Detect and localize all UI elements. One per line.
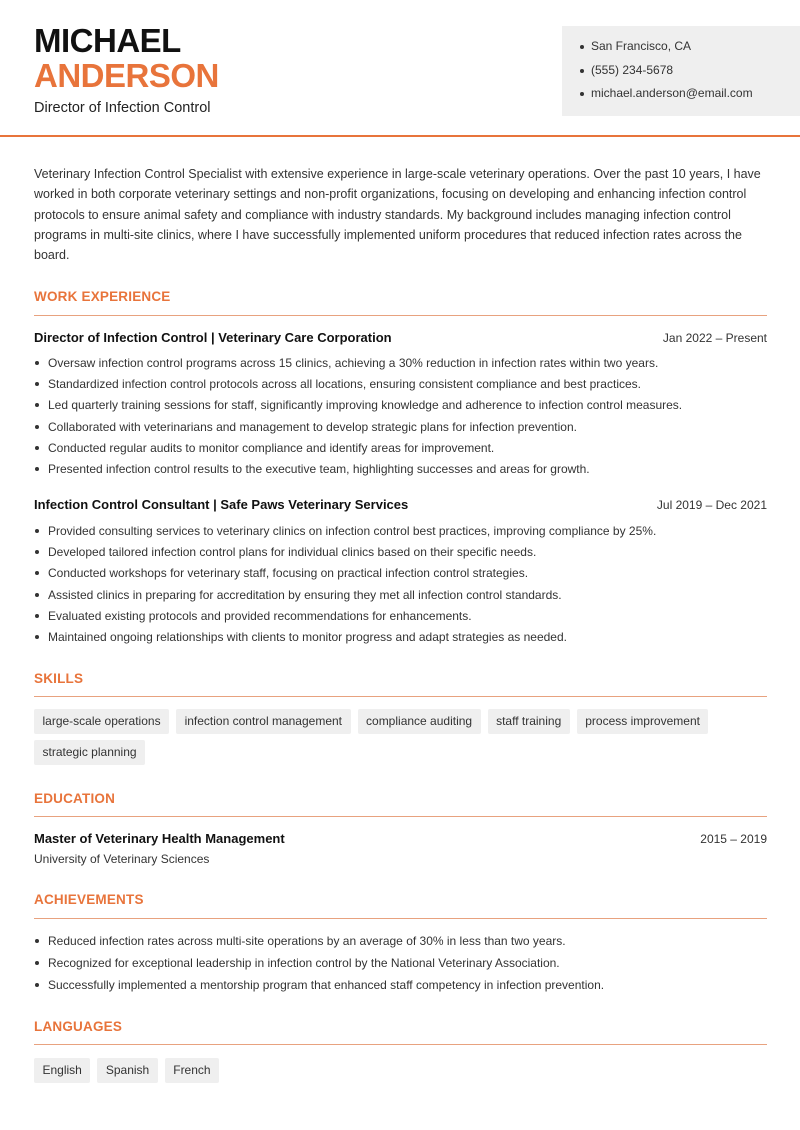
job-dates: Jul 2019 – Dec 2021 — [656, 498, 767, 512]
job-title: Director of Infection Control — [34, 100, 211, 116]
list-item — [34, 460, 767, 481]
education-dates: 2015 – 2019 — [700, 832, 767, 846]
job-header — [34, 497, 767, 512]
bullet-text: Provided consulting services to veterinary clinics on infection control best practices, improving compliance by 25%. — [48, 524, 657, 538]
bullet-text: Conducted regular audits to monitor compliance and identify areas for improvement. — [48, 440, 495, 455]
candidate-name — [34, 24, 219, 92]
bullet-icon — [35, 361, 39, 365]
job-bullets — [34, 354, 767, 481]
contact-box — [562, 26, 800, 116]
professional-summary: Veterinary Infection Control Specialist with extensive experience in large-scale veterinary operations. Over the past 10 years, I have worked in both corporate veterinary settings and non-profit organizations, focusing on developing and enhancing infection control protocols to ensure animal safety and compliance with industry standards. My background includes managing infection control programs in multi-site clinics, where I have successfully implemented uniform procedures that reduced infection rates across the board. — [34, 167, 761, 263]
contact-phone-text: (555) 234-5678 — [591, 62, 674, 77]
bullet-icon — [35, 939, 39, 943]
section-divider — [34, 696, 767, 697]
bullet-icon — [580, 69, 584, 73]
list-item — [34, 607, 767, 628]
skill-chip: strategic planning — [34, 740, 145, 765]
contact-location-text: San Francisco, CA — [591, 39, 692, 53]
list-item — [34, 543, 767, 564]
language-chip: English — [34, 1058, 90, 1083]
contact-phone — [580, 62, 800, 86]
bullet-icon — [35, 529, 39, 533]
job-bullets — [34, 522, 767, 649]
achievements-list — [34, 932, 767, 998]
section-divider — [34, 816, 767, 817]
bullet-icon — [35, 382, 39, 386]
list-item — [34, 354, 767, 375]
list-item — [34, 932, 767, 954]
bullet-icon — [35, 571, 39, 575]
resume-header — [0, 0, 800, 137]
list-item — [34, 418, 767, 439]
list-item — [34, 439, 767, 460]
section-divider — [34, 315, 767, 316]
list-item — [34, 586, 767, 607]
bullet-icon — [35, 593, 39, 597]
list-item — [34, 522, 767, 543]
section-divider — [34, 1044, 767, 1045]
section-title-work-experience: WORK EXPERIENCE — [34, 289, 171, 304]
skill-chip: large-scale operations — [34, 709, 169, 734]
bullet-text: Standardized infection control protocols across all locations, ensuring consistent compliance and best practices. — [48, 377, 641, 392]
contact-location — [580, 38, 800, 62]
first-name: MICHAEL — [34, 22, 181, 59]
bullet-icon — [35, 550, 39, 554]
bullet-icon — [35, 961, 39, 965]
last-name: ANDERSON — [34, 57, 219, 94]
bullet-text: Led quarterly training sessions for staff, significantly improving knowledge and adherence to infection control measures. — [48, 398, 683, 413]
contact-email-text: michael.anderson@email.com — [591, 86, 753, 100]
degree: Master of Veterinary Health Management — [34, 831, 285, 846]
section-title-skills: SKILLS — [34, 671, 84, 686]
section-title-achievements: ACHIEVEMENTS — [34, 892, 144, 907]
bullet-icon — [35, 425, 39, 429]
bullet-text: Reduced infection rates across multi-site operations by an average of 30% in less than two years. — [48, 934, 566, 948]
bullet-text: Evaluated existing protocols and provided recommendations for enhancements. — [48, 608, 472, 623]
section-title-languages: LANGUAGES — [34, 1019, 123, 1034]
list-item — [34, 375, 767, 396]
skill-chip: compliance auditing — [358, 709, 481, 734]
contact-email — [580, 85, 800, 109]
skills-list — [34, 709, 767, 771]
list-item — [34, 976, 767, 998]
education-header — [34, 831, 767, 846]
job-header — [34, 330, 767, 345]
bullet-text: Presented infection control results to the executive team, highlighting successes and areas for growth. — [48, 461, 590, 476]
bullet-text: Collaborated with veterinarians and management to develop strategic plans for infection prevention. — [48, 419, 577, 434]
bullet-icon — [580, 92, 584, 96]
bullet-text: Assisted clinics in preparing for accreditation by ensuring they met all infection control standards. — [48, 587, 562, 602]
bullet-text: Developed tailored infection control plans for individual clinics based on their specific needs. — [48, 545, 537, 560]
list-item — [34, 564, 767, 585]
bullet-icon — [35, 446, 39, 450]
skill-chip: infection control management — [176, 709, 350, 734]
bullet-icon — [580, 45, 584, 49]
language-chip: French — [165, 1058, 219, 1083]
list-item — [34, 396, 767, 417]
bullet-icon — [35, 983, 39, 987]
job-dates: Jan 2022 – Present — [662, 331, 767, 345]
job-role: Infection Control Consultant | Safe Paws Veterinary Services — [34, 497, 409, 512]
bullet-text: Recognized for exceptional leadership in infection control by the National Veterinary Association. — [48, 956, 560, 970]
bullet-text: Successfully implemented a mentorship program that enhanced staff competency in infection prevention. — [48, 978, 605, 992]
skill-chip: process improvement — [577, 709, 709, 734]
list-item — [34, 628, 767, 649]
skill-chip: staff training — [488, 709, 570, 734]
bullet-icon — [35, 635, 39, 639]
section-title-education: EDUCATION — [34, 791, 116, 806]
school: University of Veterinary Sciences — [34, 852, 210, 866]
languages-list — [34, 1058, 767, 1089]
job-role: Director of Infection Control | Veterinary Care Corporation — [34, 330, 392, 345]
bullet-text: Oversaw infection control programs across 15 clinics, achieving a 30% reduction in infection rates within two years. — [48, 356, 659, 370]
bullet-icon — [35, 467, 39, 471]
bullet-text: Maintained ongoing relationships with clients to monitor progress and adapt strategies as needed. — [48, 629, 567, 644]
bullet-icon — [35, 614, 39, 618]
language-chip: Spanish — [97, 1058, 157, 1083]
bullet-icon — [35, 403, 39, 407]
section-divider — [34, 918, 767, 919]
bullet-text: Conducted workshops for veterinary staff, focusing on practical infection control strategies. — [48, 566, 529, 581]
list-item — [34, 954, 767, 976]
